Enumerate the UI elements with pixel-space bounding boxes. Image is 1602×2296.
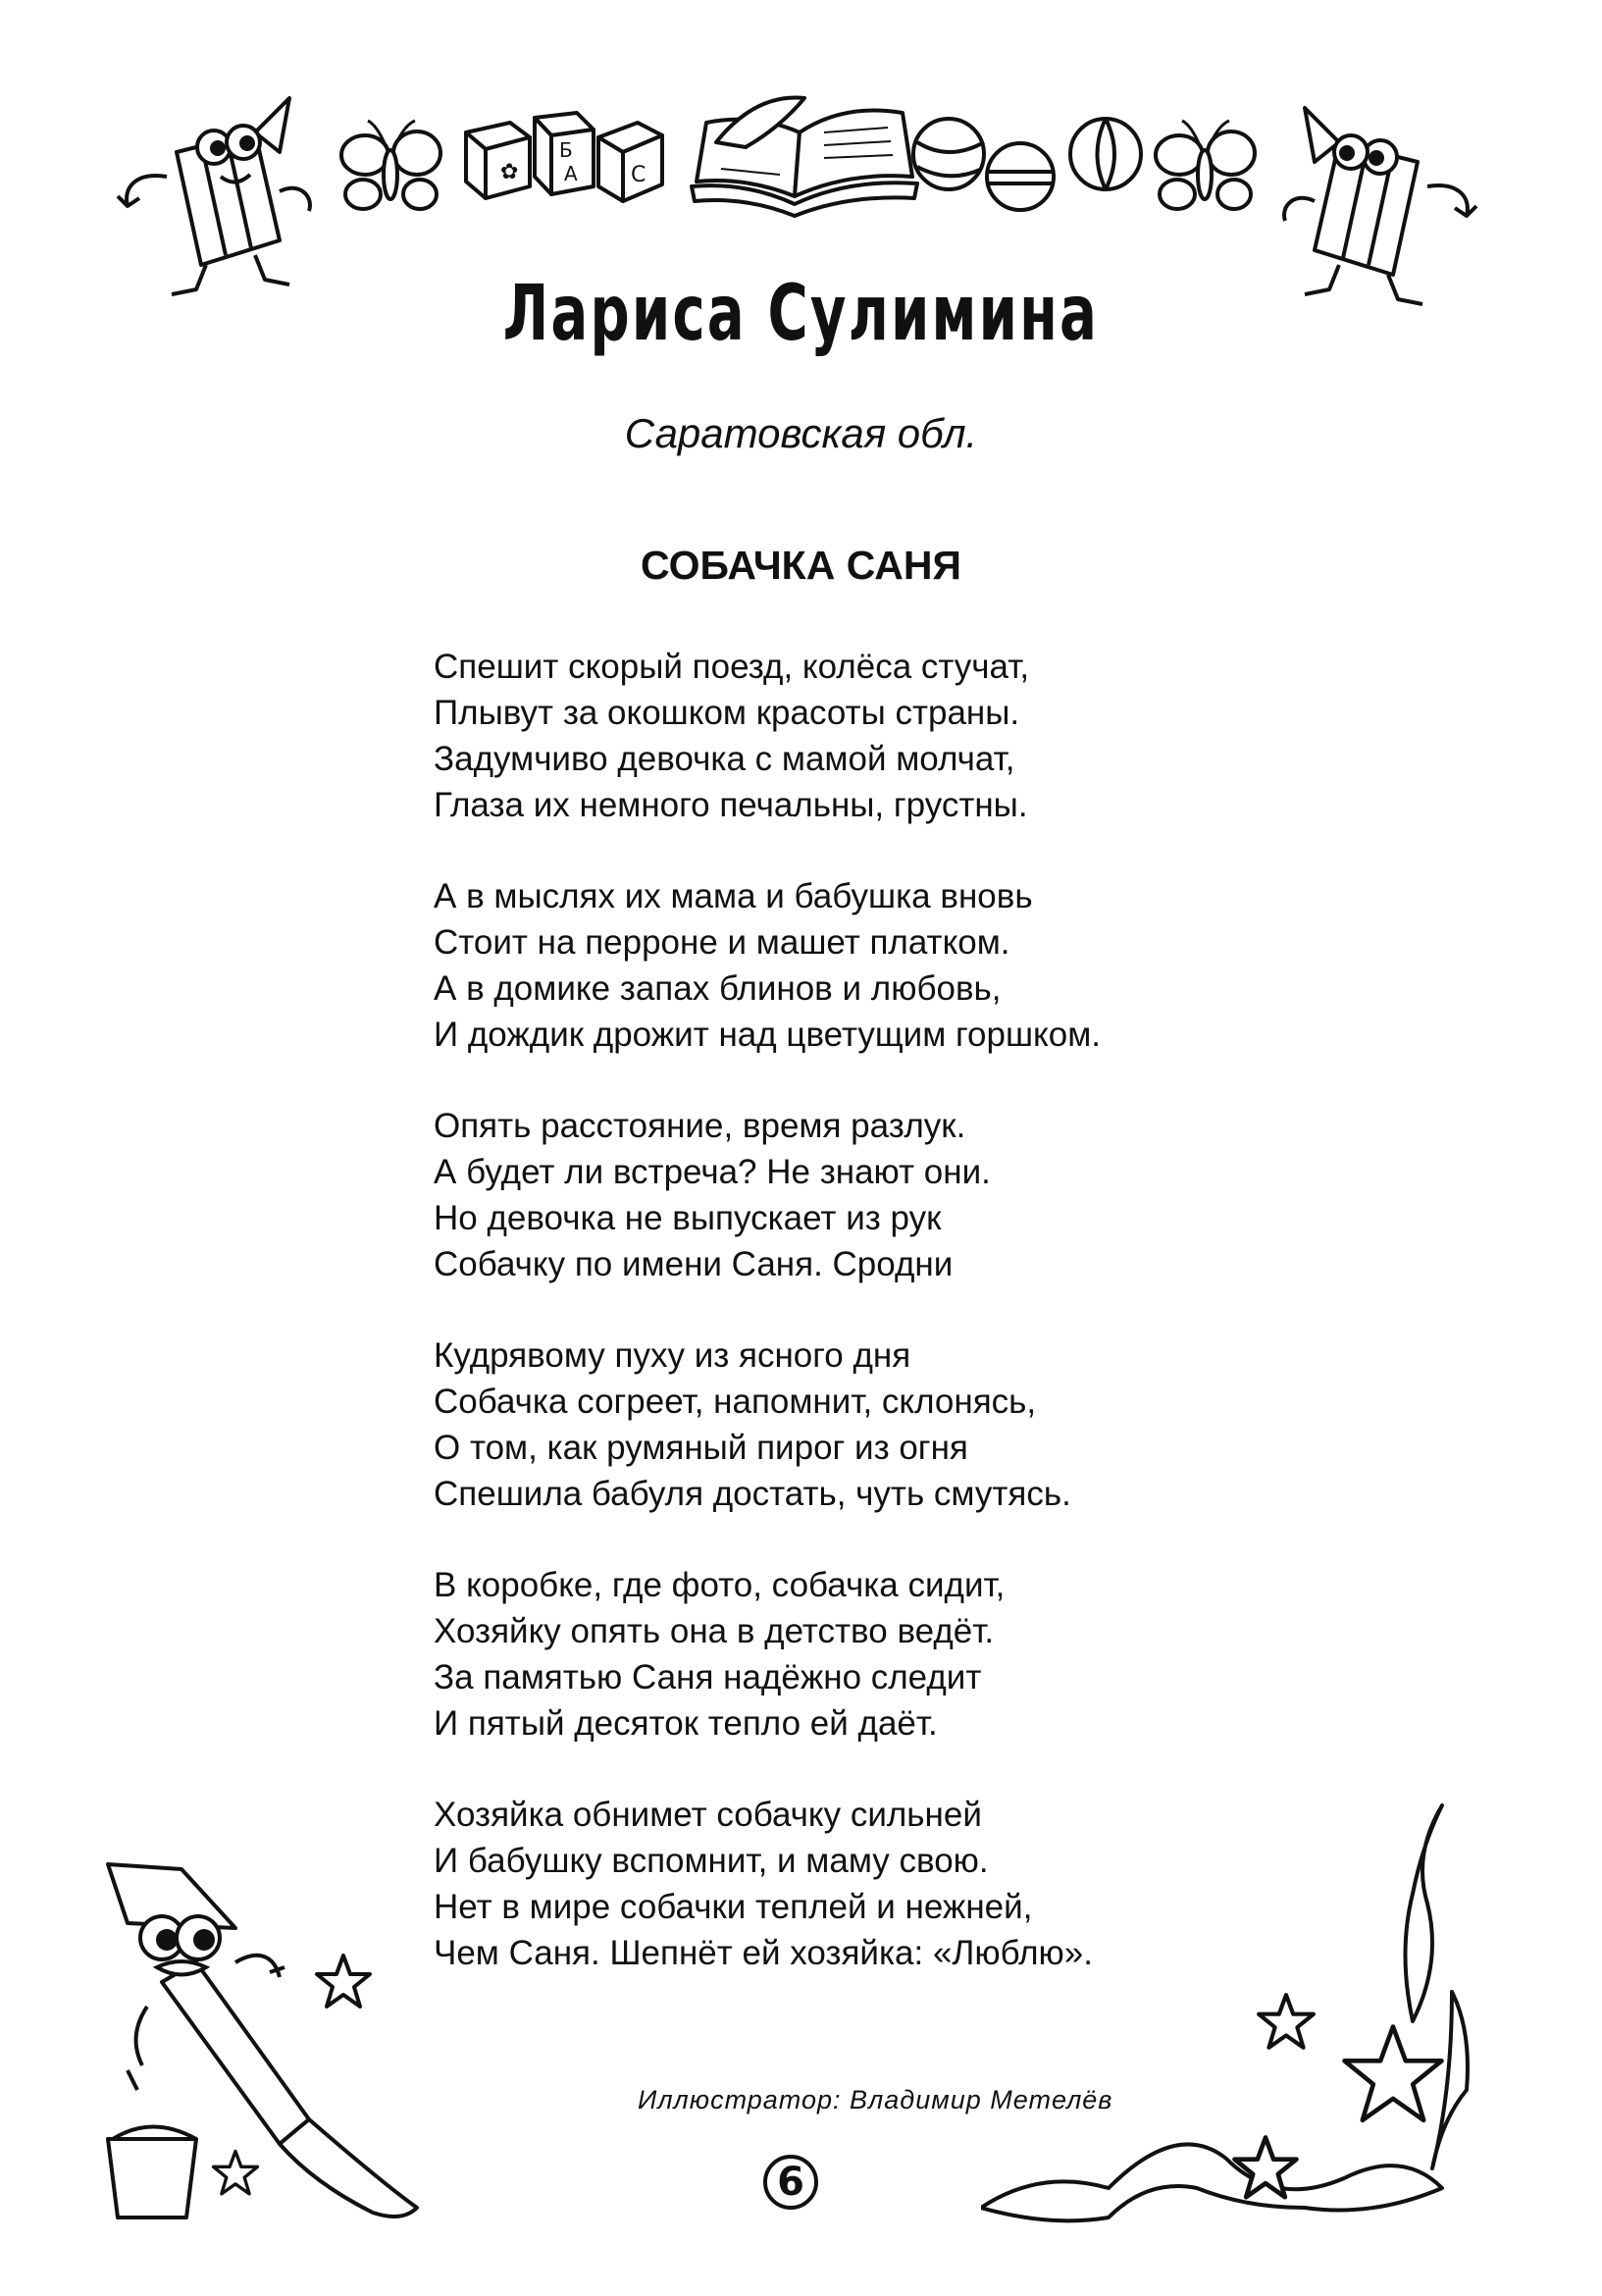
poem-line: За памятью Саня надёжно следит <box>434 1658 982 1696</box>
poem-line: А будет ли встреча? Не знают они. <box>434 1153 991 1191</box>
svg-text:Б: Б <box>559 138 573 162</box>
ball-icon <box>1064 113 1148 196</box>
poem-line: Но девочка не выпускает из рук <box>434 1199 942 1237</box>
svg-text:С: С <box>631 163 646 187</box>
poem-line: Спешила бабуля достать, чуть смутясь. <box>434 1475 1071 1513</box>
poem-title: СОБАЧКА САНЯ <box>641 543 961 588</box>
poem-line: Стоит на перроне и машет платком. <box>434 923 1010 962</box>
svg-text:А: А <box>564 162 578 185</box>
paintbrush-character-icon <box>88 1845 441 2237</box>
poem-line: Чем Саня. Шепнёт ей хозяйка: «Люблю». <box>434 1934 1093 1972</box>
poem-line: Хозяйку опять она в детство ведёт. <box>434 1612 995 1650</box>
poem-line: Опять расстояние, время разлук. <box>434 1107 966 1145</box>
butterfly-icon <box>1148 116 1266 224</box>
poem-line: Собачку по имени Саня. Сродни <box>434 1245 954 1283</box>
star-icon <box>1256 1992 1317 2053</box>
page-number-text: 6 <box>777 2160 804 2205</box>
poem-line: И бабушку вспомнит, и маму свою. <box>434 1842 989 1880</box>
poem-line: Хозяйка обнимет собачку сильней <box>434 1796 982 1834</box>
poem-line: Кудрявому пуху из ясного дня <box>434 1336 911 1375</box>
alphabet-blocks-icon <box>461 108 677 206</box>
star-icon <box>211 2149 260 2198</box>
poem-line: Задумчиво девочка с мамой молчат, <box>434 740 1015 778</box>
page-number <box>761 2153 820 2212</box>
poem-line: И пятый десяток тепло ей даёт. <box>434 1704 938 1743</box>
ball-icon <box>981 137 1059 216</box>
star-icon <box>1339 2021 1447 2129</box>
svg-text:✿: ✿ <box>500 160 519 184</box>
open-book-quill-icon <box>687 88 922 221</box>
poem-line: Собачка согреет, напомнит, склонясь, <box>434 1383 1037 1421</box>
stanza <box>434 1103 1218 1287</box>
author-region: Саратовская обл. <box>624 410 978 456</box>
author-name: Лариса Сулимина <box>502 270 1100 358</box>
illustrator-credit: Иллюстратор: Владимир Метелёв <box>638 2085 1113 2114</box>
stanza <box>434 1562 1218 1747</box>
poem-line: Спешит скорый поезд, колёса стучат, <box>434 648 1030 686</box>
poem-line: Нет в мире собачки теплей и нежней, <box>434 1888 1033 1926</box>
poem-line: В коробке, где фото, собачка сидит, <box>434 1566 1006 1604</box>
star-icon <box>314 1953 373 2011</box>
stanza <box>434 873 1218 1058</box>
poem-line: Глаза их немного печальны, грустны. <box>434 786 1028 824</box>
stanza <box>434 644 1218 828</box>
poem-line: А в мыслях их мама и бабушка вновь <box>434 877 1033 915</box>
ball-icon <box>907 113 991 196</box>
stanza <box>434 1332 1218 1517</box>
poem-line: О том, как румяный пирог из огня <box>434 1429 968 1467</box>
poem-line: А в домике запах блинов и любовь, <box>434 969 1002 1008</box>
poem-line: Плывут за окошком красоты страны. <box>434 694 1020 732</box>
star-icon <box>1231 2134 1300 2203</box>
butterfly-icon <box>334 116 451 224</box>
poem-line: И дождик дрожит над цветущим горшком. <box>434 1016 1101 1054</box>
